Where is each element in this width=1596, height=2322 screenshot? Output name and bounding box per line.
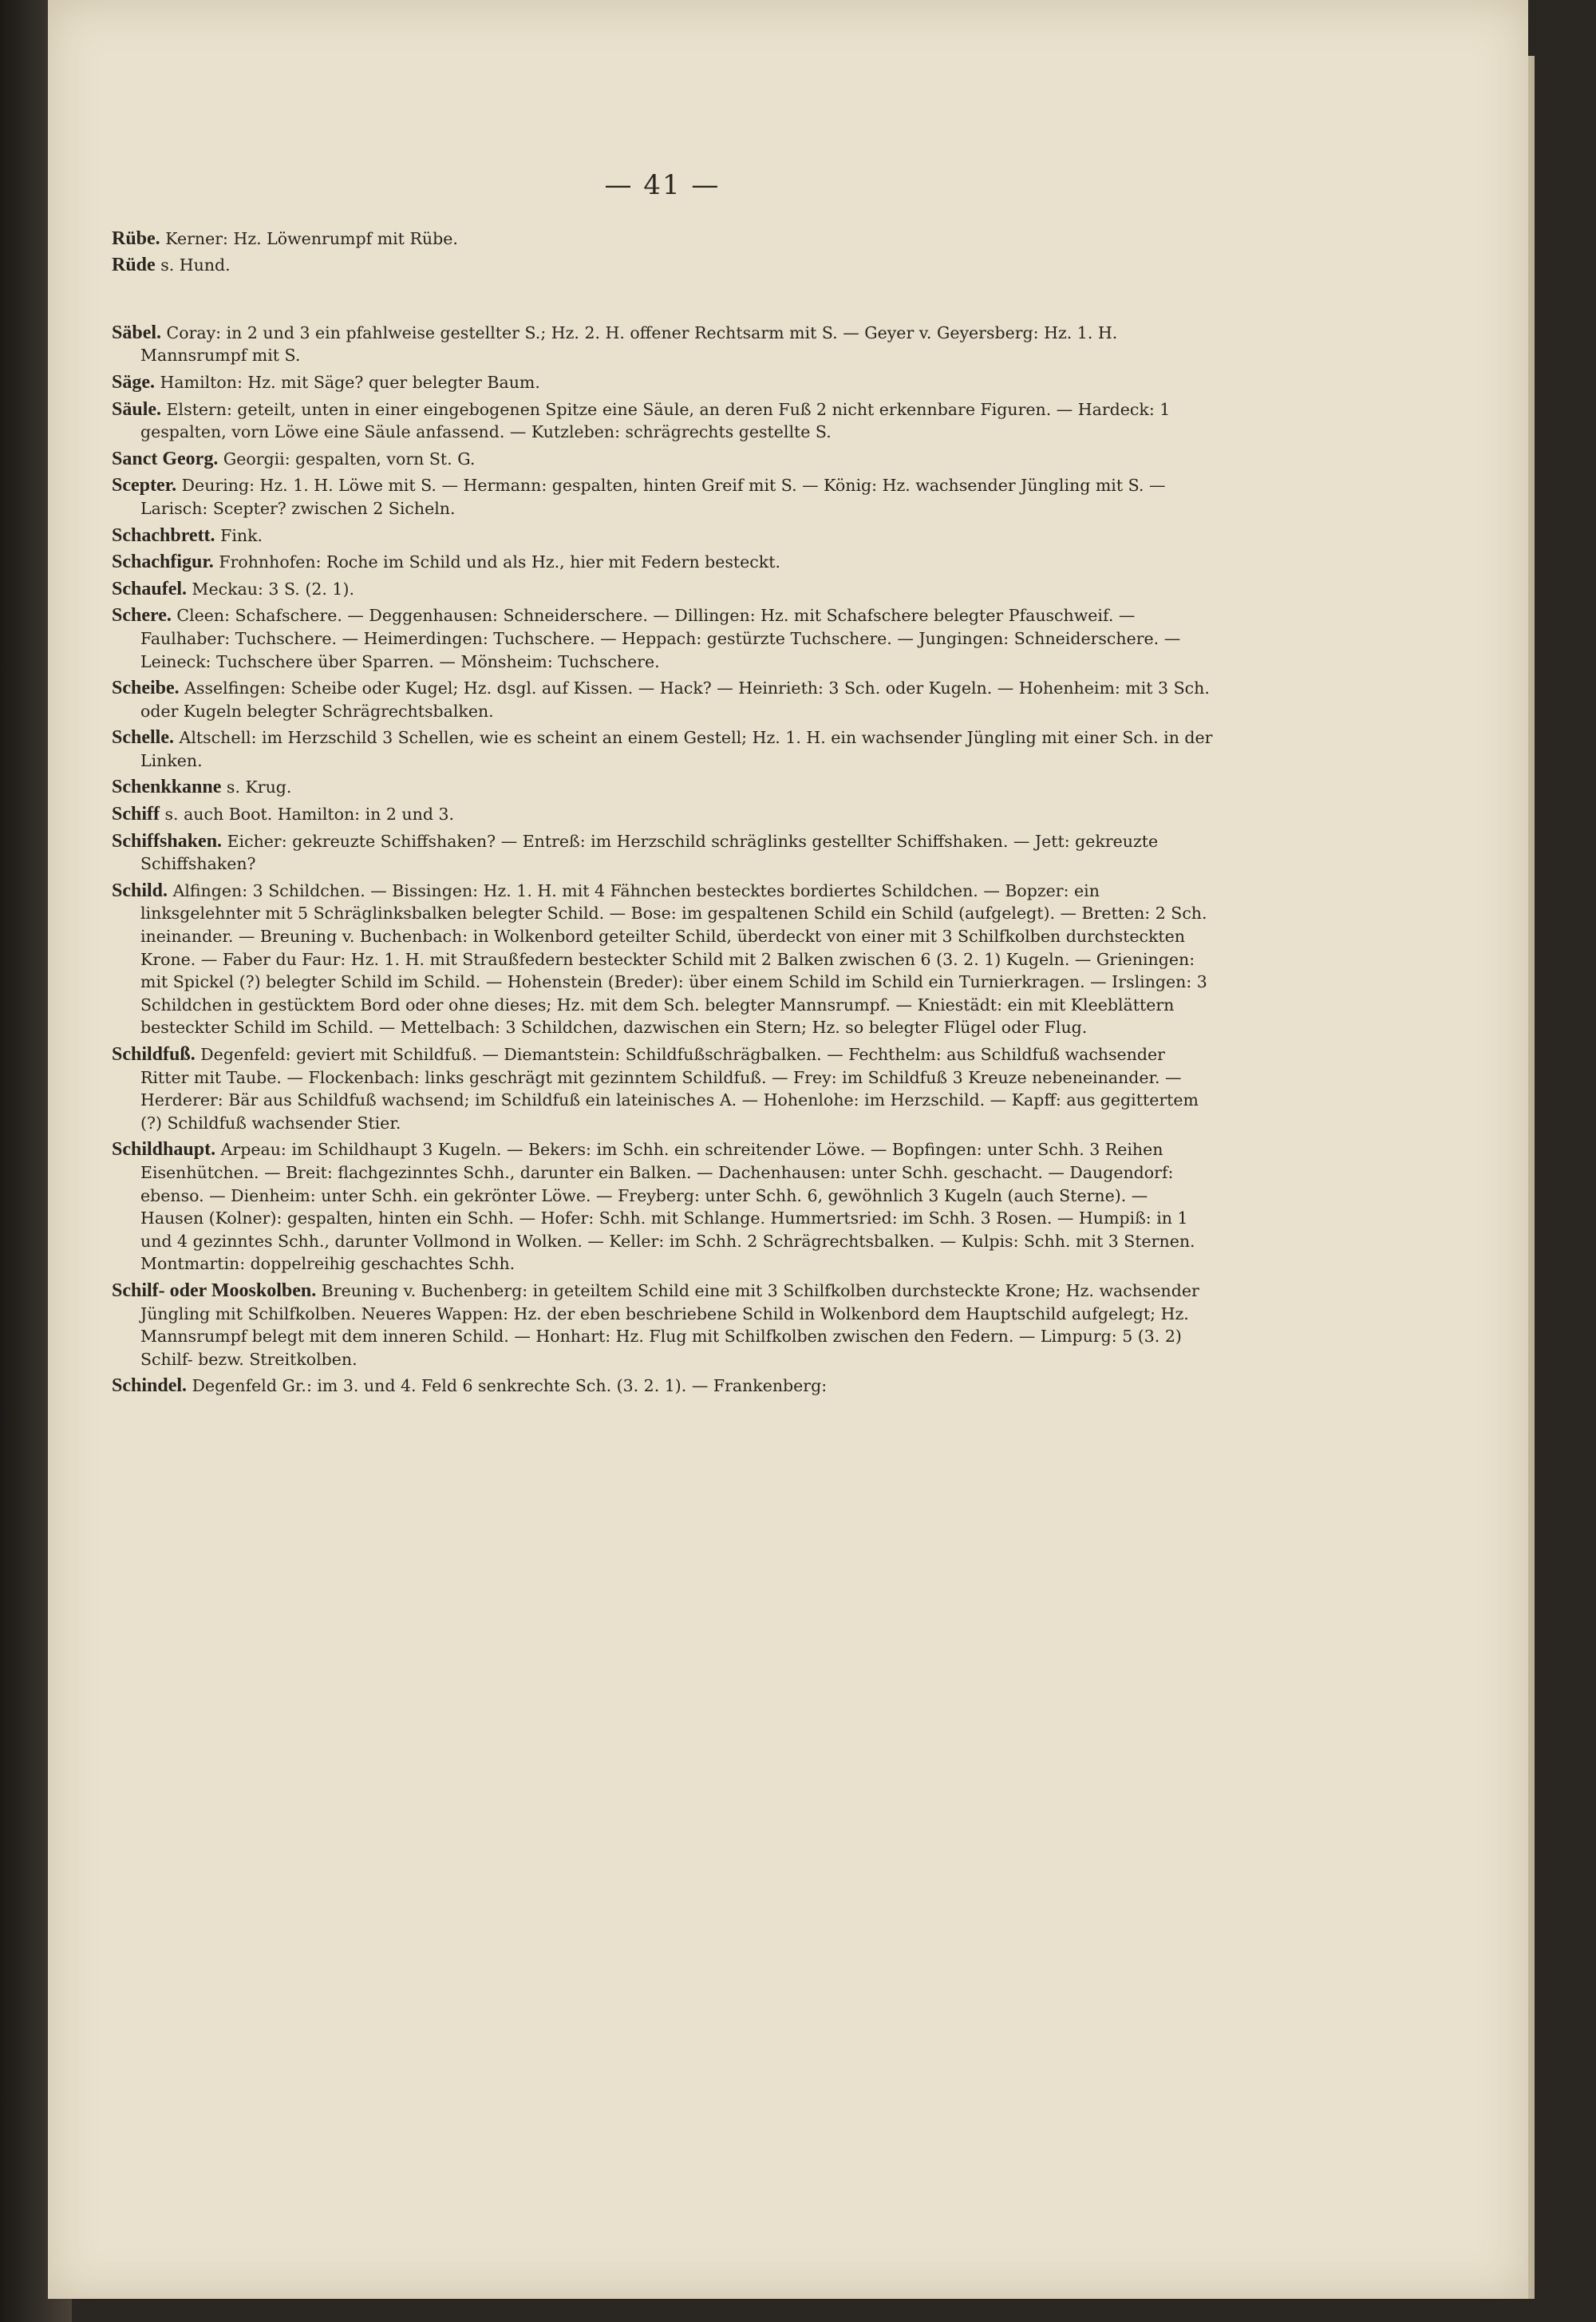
entry-text: s. auch Boot. Hamilton: in 2 und 3. xyxy=(164,805,455,825)
entry-term: Schildfuß. xyxy=(112,1044,196,1065)
entry-text: Degenfeld Gr.: im 3. und 4. Feld 6 senkrechte Sch. (3. 2. 1). — Frankenberg: xyxy=(192,1376,828,1396)
entry-schild xyxy=(112,880,1213,1039)
page-number: — 41 — xyxy=(604,169,721,201)
entry-text: Altschell: im Herzschild 3 Schellen, wie es scheint an einem Gestell; Hz. 1. H. ein wachsender Jüngling mit einer Sch. in der Linken. xyxy=(140,728,1213,770)
entry-text: Eicher: gekreuzte Schiffshaken? — Entreß: im Herzschild schräglinks gestellter Schiffshaken. — Jett: gekreuzte Schiffshaken? xyxy=(140,831,1159,874)
entry-text: Kerner: Hz. Löwenrumpf mit Rübe. xyxy=(165,228,458,248)
entry-schildhaupt xyxy=(112,1138,1213,1276)
entry-schindel xyxy=(112,1375,1213,1398)
entry-term: Säule. xyxy=(112,398,162,420)
entry-term: Schindel. xyxy=(112,1375,188,1397)
entry-term: Schilf- oder Mooskolben. xyxy=(112,1280,317,1301)
entry-schiff xyxy=(112,803,1213,826)
entry-text: s. Hund. xyxy=(160,255,231,275)
entry-text: Alfingen: 3 Schildchen. — Bissingen: Hz. 1. H. mit 4 Fähnchen bestecktes bordiertes Schildchen. — Bopzer: ein linksgelehnter mit 5 Schräglinksbalken belegter Schild. — Bose: im gespaltenen Schild ein Schild (aufgelegt). — Bretten: 2 Sch. ineinander. — Breuning v. Buchenbach: in Wolkenbord geteilter Schild, überdeckt von einer mit 3 Schilfkolben durchsteckten Krone. — Faber du Faur: Hz. 1. H. mit Straußfedern besteckter Schild mit 2 Balken zwischen 6 (3. 2. 1) Kugeln. — Grieningen: mit Spickel (?) belegter Schild im Schild. — Hohenstein (Breder): über einem Schild im Schild ein Turnierkragen. — Irslingen: 3 Schildchen in gestücktem Bord oder ohne dieses; Hz. mit dem Sch. belegter Mannsrumpf. — Kniestädt: ein mit Kleeblättern besteckter Schild im Schild. — Mettelbach: 3 Schildchen, dazwischen ein Stern; Hz. so belegter Flügel oder Flug. xyxy=(140,880,1207,1038)
entry-text: Deuring: Hz. 1. H. Löwe mit S. — Hermann: gespalten, hinten Greif mit S. — König: Hz. wachsender Jüngling mit S. — Larisch: Scepter? zwischen 2 Sicheln. xyxy=(140,476,1166,518)
entry-term: Säge. xyxy=(112,371,155,393)
entry-scheibe xyxy=(112,677,1213,722)
page-content xyxy=(112,160,1213,1402)
entry-saege xyxy=(112,371,1213,394)
entry-term: Schiffshaken. xyxy=(112,830,223,852)
entry-text: Meckau: 3 S. (2. 1). xyxy=(192,579,354,599)
entry-schachbrett xyxy=(112,524,1213,548)
entry-term: Schachfigur. xyxy=(112,552,214,573)
entry-schilf-mooskolben xyxy=(112,1280,1213,1371)
entry-schenkkanne xyxy=(112,776,1213,799)
entry-term: Säbel. xyxy=(112,322,162,343)
entry-scepter xyxy=(112,474,1213,520)
entry-text: s. Krug. xyxy=(226,777,292,797)
entry-text: Degenfeld: geviert mit Schildfuß. — Diemantstein: Schildfußschrägbalken. — Fechthelm: aus Schildfuß wachsender Ritter mit Taube. — Flockenbach: links geschrägt mit gezinntem Schildfuß. — Frey: im Schildfuß 3 Kreuze nebeneinander. — Herderer: Bär aus Schildfuß wachsend; im Schildfuß ein lateinisches A. — Hohenlohe: im Herzschild. — Kapff: aus gegittertem (?) Schildfuß wachsender Stier. xyxy=(140,1045,1199,1133)
entry-text: Fink. xyxy=(220,525,263,545)
entry-saebel xyxy=(112,322,1213,367)
entry-text: Elstern: geteilt, unten in einer eingebogenen Spitze eine Säule, an deren Fuß 2 nicht erkennbare Figuren. — Hardeck: 1 gespalten, vorn Löwe eine Säule anfassend. — Kutzleben: schrägrechts gestellte S. xyxy=(140,399,1171,442)
entry-schildfuss xyxy=(112,1043,1213,1134)
entry-schaufel xyxy=(112,578,1213,601)
entry-term: Sanct Georg. xyxy=(112,448,219,469)
entry-sanct-georg xyxy=(112,448,1213,471)
entry-schelle xyxy=(112,726,1213,772)
entry-term: Schere. xyxy=(112,605,172,627)
entry-term: Rüde xyxy=(112,255,156,276)
entry-text: Coray: in 2 und 3 ein pfahlweise gestellter S.; Hz. 2. H. offener Rechtsarm mit S. — Geyer v. Geyersberg: Hz. 1. H. Mannsrumpf mit S. xyxy=(140,322,1118,366)
entry-term: Schaufel. xyxy=(112,578,188,599)
entry-term: Schiff xyxy=(112,804,160,825)
entry-term: Scheibe. xyxy=(112,678,180,699)
entry-ruede xyxy=(112,254,1213,277)
entry-text: Hamilton: Hz. mit Säge? quer belegter Baum. xyxy=(160,372,540,392)
entry-text: Breuning v. Buchenberg: in geteiltem Schild eine mit 3 Schilfkolben durchsteckte Krone; Hz. wachsender Jüngling mit Schilfkolben. Neueres Wappen: Hz. der eben beschriebene Schild in Wolkenbord dem Hauptschild aufgelegt; Hz. Mannsrumpf belegt mit dem inneren Schild. — Honhart: Hz. Flug mit Schilfkolben zwischen den Federn. — Limpurg: 5 (3. 2) Schilf- bezw. Streitkolben. xyxy=(140,1280,1199,1369)
entry-text: Georgii: gespalten, vorn St. G. xyxy=(223,449,476,469)
entry-text: Frohnhofen: Roche im Schild und als Hz., hier mit Federn besteckt. xyxy=(219,552,780,572)
entry-text: Arpeau: im Schildhaupt 3 Kugeln. — Bekers: im Schh. ein schreitender Löwe. — Bopfingen: unter Schh. 3 Reihen Eisenhütchen. — Breit: flachgezinntes Schh., darunter ein Balken. — Dachenhausen: unter Schh. geschacht. — Daugendorf: ebenso. — Dienheim: unter Schh. ein gekrönter Löwe. — Freyberg: unter Schh. 6, gewöhnlich 3 Kugeln (auch Sterne). — Hausen (Kolner): gespalten, hinten ein Schh. — Hofer: Schh. mit Schlange. Hummertsried: im Schh. 3 Rosen. — Humpiß: in 1 und 4 gezinntes Schh., darunter Vollmond in Wolken. — Keller: im Schh. 2 Schrägrechtsbalken. — Kulpis: Schh. mit 3 Sternen. Montmartin: doppelreihig geschachtes Schh. xyxy=(140,1140,1195,1274)
entry-term: Schenkkanne xyxy=(112,777,222,798)
entry-saeule xyxy=(112,398,1213,444)
entry-schachfigur xyxy=(112,551,1213,574)
entry-schiffshaken xyxy=(112,830,1213,876)
entry-term: Schelle. xyxy=(112,727,174,749)
entry-text: Asselfingen: Scheibe oder Kugel; Hz. dsgl. auf Kissen. — Hack? — Heinrieth: 3 Sch. oder Kugeln. — Hohenheim: mit 3 Sch. oder Kugeln belegter Schrägrechtsbalken. xyxy=(140,678,1210,721)
entry-text: Cleen: Schafschere. — Deggenhausen: Schneiderschere. — Dillingen: Hz. mit Schafschere belegter Pfauschweif. — Faulhaber: Tuchschere. — Heimerdingen: Tuchschere. — Heppach: gestürzte Tuchschere. — Jungingen: Schneiderschere. — Leineck: Tuchschere über Sparren. — Mönsheim: Tuchschere. xyxy=(140,606,1181,671)
entry-term: Rübe. xyxy=(112,227,160,249)
entry-term: Schild. xyxy=(112,880,168,901)
entry-term: Schachbrett. xyxy=(112,524,215,546)
entry-term: Schildhaupt. xyxy=(112,1139,216,1161)
entry-schere xyxy=(112,604,1213,673)
entry-ruebe xyxy=(112,227,1213,251)
entry-term: Scepter. xyxy=(112,475,177,496)
